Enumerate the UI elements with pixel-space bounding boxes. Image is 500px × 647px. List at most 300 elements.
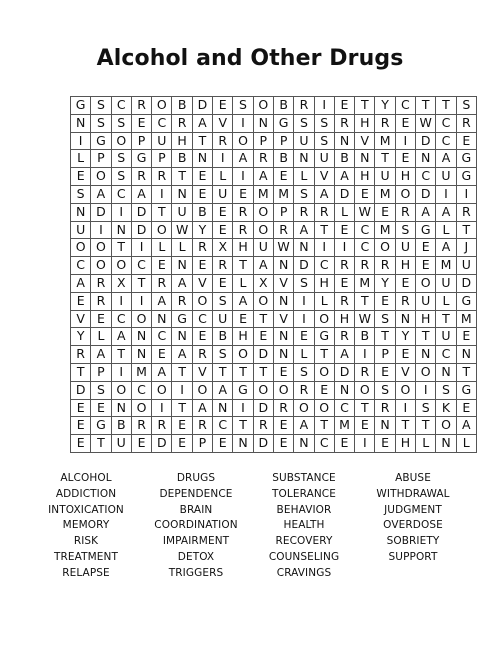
grid-cell: R [91, 274, 111, 292]
grid-cell: E [294, 328, 314, 346]
grid-cell: T [375, 150, 395, 168]
grid-cell: C [111, 310, 131, 328]
grid-cell: N [294, 239, 314, 257]
grid-cell: N [253, 114, 273, 132]
grid-cell: N [294, 435, 314, 453]
grid-cell: B [172, 150, 192, 168]
word-list-item: ALCOHOL [60, 472, 112, 484]
grid-cell: R [395, 292, 415, 310]
grid-cell: D [192, 97, 212, 115]
grid-cell: Y [375, 97, 395, 115]
grid-cell: O [131, 310, 151, 328]
grid-cell: M [355, 274, 375, 292]
grid-cell: C [71, 257, 91, 275]
grid-cell: B [111, 417, 131, 435]
grid-cell: U [436, 168, 456, 186]
grid-cell: E [213, 435, 233, 453]
grid-cell: X [253, 274, 273, 292]
grid-cell: C [152, 328, 172, 346]
grid-cell: I [71, 132, 91, 150]
grid-cell: U [416, 292, 436, 310]
grid-cell: M [456, 310, 476, 328]
grid-cell: S [375, 381, 395, 399]
grid-cell: O [111, 257, 131, 275]
grid-cell: O [273, 381, 293, 399]
grid-cell: U [253, 239, 273, 257]
grid-cell: R [375, 114, 395, 132]
grid-cell: O [253, 203, 273, 221]
word-list-column [26, 471, 146, 582]
grid-cell: R [355, 257, 375, 275]
grid-cell: U [152, 132, 172, 150]
grid-cell: R [152, 168, 172, 186]
grid-cell: O [111, 381, 131, 399]
grid-cell: T [456, 221, 476, 239]
grid-cell: A [172, 274, 192, 292]
grid-cell: G [71, 97, 91, 115]
grid-cell: O [233, 346, 253, 364]
grid-cell: P [91, 363, 111, 381]
grid-cell: O [192, 381, 212, 399]
grid-cell: T [416, 417, 436, 435]
grid-cell: N [172, 328, 192, 346]
grid-cell: A [314, 185, 334, 203]
grid-cell: E [71, 417, 91, 435]
word-list-item: SUBSTANCE [272, 472, 336, 484]
grid-cell: R [375, 399, 395, 417]
grid-cell: E [253, 328, 273, 346]
grid-cell: T [172, 168, 192, 186]
grid-cell: T [314, 221, 334, 239]
grid-cell: S [395, 221, 415, 239]
grid-cell: M [334, 417, 354, 435]
grid-cell: C [436, 346, 456, 364]
grid-cell: R [192, 346, 212, 364]
grid-cell: S [111, 168, 131, 186]
grid-cell: M [131, 363, 151, 381]
grid-cell: E [334, 221, 354, 239]
grid-row [71, 417, 477, 435]
grid-cell: I [314, 239, 334, 257]
grid-cell: G [456, 168, 476, 186]
grid-row [71, 435, 477, 453]
grid-cell: C [152, 114, 172, 132]
grid-cell: A [294, 221, 314, 239]
grid-row [71, 185, 477, 203]
word-list-item: RECOVERY [275, 535, 333, 548]
grid-row [71, 97, 477, 115]
grid-cell: I [355, 435, 375, 453]
grid-cell: H [355, 114, 375, 132]
word-list-item: WITHDRAWAL [376, 487, 450, 500]
grid-row [71, 257, 477, 275]
grid-cell: D [253, 399, 273, 417]
grid-cell: T [233, 417, 253, 435]
grid-cell: B [273, 150, 293, 168]
grid-cell: T [355, 292, 375, 310]
grid-cell: B [334, 150, 354, 168]
grid-cell: R [334, 292, 354, 310]
grid-cell: B [355, 328, 375, 346]
grid-cell: S [213, 292, 233, 310]
grid-cell: E [233, 310, 253, 328]
grid-cell: D [253, 435, 273, 453]
grid-cell: L [456, 435, 476, 453]
grid-cell: D [71, 381, 91, 399]
grid-cell: I [213, 150, 233, 168]
grid-cell: R [192, 239, 212, 257]
grid-cell: N [273, 328, 293, 346]
grid-cell: T [456, 363, 476, 381]
word-list-item: JUDGMENT [384, 503, 442, 516]
grid-cell: E [172, 435, 192, 453]
word-list-item: BEHAVIOR [276, 503, 332, 516]
grid-cell: I [233, 168, 253, 186]
grid-cell: W [273, 239, 293, 257]
grid-cell: A [131, 185, 151, 203]
grid-cell: A [111, 328, 131, 346]
grid-cell: E [71, 168, 91, 186]
grid-cell: N [355, 150, 375, 168]
grid-cell: X [213, 239, 233, 257]
grid-cell: S [91, 381, 111, 399]
grid-cell: N [71, 114, 91, 132]
grid-cell: M [436, 257, 456, 275]
grid-cell: Y [375, 274, 395, 292]
grid-cell: O [314, 363, 334, 381]
grid-cell: N [334, 132, 354, 150]
grid-cell: R [375, 257, 395, 275]
grid-cell: A [192, 114, 212, 132]
grid-cell: C [436, 132, 456, 150]
grid-cell: R [172, 292, 192, 310]
grid-cell: B [192, 203, 212, 221]
grid-cell: T [355, 97, 375, 115]
grid-cell: T [253, 310, 273, 328]
grid-cell: S [456, 97, 476, 115]
grid-cell: U [111, 435, 131, 453]
grid-cell: R [213, 257, 233, 275]
grid-cell: R [131, 97, 151, 115]
grid-cell: G [233, 381, 253, 399]
grid-cell: M [253, 185, 273, 203]
grid-cell: T [314, 417, 334, 435]
grid-cell: R [314, 203, 334, 221]
grid-cell: N [111, 399, 131, 417]
grid-row [71, 221, 477, 239]
grid-cell: X [111, 274, 131, 292]
grid-cell: O [71, 239, 91, 257]
grid-cell: D [334, 363, 354, 381]
grid-cell: C [314, 435, 334, 453]
grid-row [71, 274, 477, 292]
grid-cell: C [334, 399, 354, 417]
grid-row [71, 114, 477, 132]
grid-cell: H [172, 132, 192, 150]
grid-cell: S [416, 399, 436, 417]
grid-cell: S [91, 97, 111, 115]
grid-cell: I [436, 185, 456, 203]
word-list-item: INTOXICATION [48, 503, 124, 516]
grid-cell: T [111, 239, 131, 257]
grid-cell: P [273, 132, 293, 150]
grid-cell: O [314, 310, 334, 328]
grid-cell: I [111, 292, 131, 310]
grid-cell: S [294, 363, 314, 381]
grid-cell: H [314, 274, 334, 292]
grid-cell: P [152, 150, 172, 168]
grid-cell: T [192, 132, 212, 150]
grid-cell: I [131, 292, 151, 310]
grid-cell: D [416, 132, 436, 150]
grid-cell: P [375, 346, 395, 364]
grid-cell: E [334, 435, 354, 453]
page-title: Alcohol and Other Drugs [96, 46, 404, 71]
grid-row [71, 310, 477, 328]
grid-cell: A [152, 363, 172, 381]
grid-cell: E [395, 346, 415, 364]
grid-cell: G [416, 221, 436, 239]
grid-cell: R [233, 203, 253, 221]
grid-cell: M [375, 221, 395, 239]
word-list-item: DETOX [177, 550, 215, 563]
grid-cell: E [456, 328, 476, 346]
grid-cell: O [355, 381, 375, 399]
grid-cell: T [233, 257, 253, 275]
grid-cell: E [213, 97, 233, 115]
grid-cell: C [131, 381, 151, 399]
grid-cell: B [273, 97, 293, 115]
grid-cell: R [355, 363, 375, 381]
grid-cell: T [91, 435, 111, 453]
word-list-item: DRUGS [176, 472, 216, 484]
grid-cell: D [91, 203, 111, 221]
grid-cell: N [436, 435, 456, 453]
word-list-column [136, 471, 256, 582]
grid-row [71, 381, 477, 399]
grid-cell: H [233, 328, 253, 346]
grid-cell: R [213, 132, 233, 150]
grid-cell: H [334, 310, 354, 328]
grid-cell: L [436, 221, 456, 239]
grid-cell: V [273, 274, 293, 292]
grid-cell: I [395, 399, 415, 417]
grid-row [71, 239, 477, 257]
word-list-item: IMPAIRMENT [162, 535, 230, 548]
grid-cell: R [456, 114, 476, 132]
grid-cell: P [192, 435, 212, 453]
grid-row [71, 150, 477, 168]
grid-cell: T [436, 310, 456, 328]
grid-cell: R [131, 417, 151, 435]
grid-cell: S [314, 114, 334, 132]
grid-cell: R [294, 97, 314, 115]
grid-cell: U [456, 257, 476, 275]
grid-cell: R [253, 150, 273, 168]
grid-cell: A [213, 381, 233, 399]
grid-cell: D [253, 346, 273, 364]
grid-cell: C [131, 257, 151, 275]
grid-cell: P [131, 132, 151, 150]
grid-cell: A [294, 417, 314, 435]
grid-cell: S [436, 381, 456, 399]
grid-cell: U [213, 185, 233, 203]
grid-cell: A [91, 346, 111, 364]
grid-cell: E [355, 185, 375, 203]
grid-cell: O [152, 221, 172, 239]
grid-cell: L [233, 274, 253, 292]
grid-cell: R [456, 203, 476, 221]
grid-cell: E [152, 257, 172, 275]
grid-cell: O [395, 185, 415, 203]
grid-cell: L [213, 168, 233, 186]
grid-cell: M [375, 185, 395, 203]
grid-cell: E [416, 257, 436, 275]
grid-cell: A [334, 168, 354, 186]
grid-cell: H [233, 239, 253, 257]
grid-cell: Y [192, 221, 212, 239]
grid-cell: C [436, 114, 456, 132]
grid-cell: O [314, 399, 334, 417]
grid-cell: O [91, 168, 111, 186]
grid-cell: B [172, 97, 192, 115]
grid-cell: N [131, 346, 151, 364]
grid-cell: H [416, 310, 436, 328]
grid-cell: E [131, 114, 151, 132]
grid-cell: A [233, 292, 253, 310]
grid-cell: G [314, 328, 334, 346]
grid-cell: R [334, 114, 354, 132]
grid-cell: L [152, 239, 172, 257]
grid-cell: T [314, 346, 334, 364]
word-list-item: SUPPORT [388, 550, 438, 563]
grid-cell: E [213, 274, 233, 292]
grid-cell: C [111, 185, 131, 203]
grid-cell: C [111, 97, 131, 115]
grid-cell: A [192, 399, 212, 417]
grid-cell: A [436, 150, 456, 168]
grid-cell: E [334, 97, 354, 115]
grid-cell: N [152, 310, 172, 328]
grid-cell: E [375, 435, 395, 453]
word-list-item: OVERDOSE [383, 519, 443, 532]
grid-cell: G [273, 114, 293, 132]
grid-cell: D [294, 257, 314, 275]
grid-cell: O [253, 221, 273, 239]
grid-cell: E [273, 417, 293, 435]
word-list-item: CRAVINGS [276, 566, 332, 579]
grid-cell: U [294, 132, 314, 150]
word-list-item: RISK [73, 535, 99, 548]
word-list-item: COORDINATION [154, 519, 238, 532]
grid-cell: L [314, 292, 334, 310]
grid-cell: W [416, 114, 436, 132]
grid-cell: T [213, 363, 233, 381]
grid-cell: T [375, 328, 395, 346]
grid-cell: Y [71, 328, 91, 346]
grid-cell: E [416, 239, 436, 257]
grid-cell: D [334, 185, 354, 203]
grid-cell: I [294, 292, 314, 310]
grid-cell: O [233, 132, 253, 150]
grid-cell: I [152, 399, 172, 417]
grid-cell: O [253, 292, 273, 310]
grid-cell: V [71, 310, 91, 328]
grid-cell: E [395, 150, 415, 168]
word-list-item: HEALTH [283, 519, 325, 532]
grid-cell: U [395, 239, 415, 257]
grid-cell: S [375, 310, 395, 328]
grid-cell: E [213, 221, 233, 239]
grid-cell: E [152, 346, 172, 364]
grid-cell: T [355, 399, 375, 417]
grid-cell: E [71, 292, 91, 310]
grid-cell: U [436, 328, 456, 346]
grid-cell: G [456, 150, 476, 168]
word-list [0, 471, 500, 591]
grid-cell: O [395, 381, 415, 399]
grid-cell: T [152, 203, 172, 221]
grid-cell: I [233, 114, 253, 132]
grid-cell: I [152, 185, 172, 203]
grid-cell: E [273, 168, 293, 186]
grid-cell: B [213, 328, 233, 346]
grid-cell: T [172, 399, 192, 417]
grid-cell: E [172, 417, 192, 435]
grid-cell: N [334, 381, 354, 399]
word-list-item: ADDICTION [55, 487, 117, 500]
grid-cell: A [253, 257, 273, 275]
grid-cell: N [172, 185, 192, 203]
grid-row [71, 346, 477, 364]
grid-cell: I [294, 310, 314, 328]
grid-cell: I [172, 381, 192, 399]
grid-cell: S [294, 274, 314, 292]
grid-cell: S [91, 114, 111, 132]
grid-cell: V [192, 363, 212, 381]
grid-cell: D [131, 203, 151, 221]
grid-cell: T [172, 363, 192, 381]
grid-cell: N [456, 346, 476, 364]
grid-cell: D [131, 221, 151, 239]
grid-cell: E [314, 381, 334, 399]
grid-cell: C [355, 239, 375, 257]
grid-cell: R [152, 274, 172, 292]
grid-cell: U [172, 203, 192, 221]
grid-cell: E [213, 203, 233, 221]
grid-cell: O [416, 274, 436, 292]
grid-cell: T [416, 328, 436, 346]
grid-cell: E [375, 203, 395, 221]
grid-cell: N [416, 150, 436, 168]
grid-cell: L [416, 435, 436, 453]
grid-cell: U [314, 150, 334, 168]
grid-cell: V [355, 132, 375, 150]
grid-cell: E [192, 168, 212, 186]
grid-cell: G [172, 310, 192, 328]
grid-cell: R [91, 292, 111, 310]
grid-cell: T [233, 363, 253, 381]
grid-cell: Y [395, 328, 415, 346]
grid-cell: U [375, 168, 395, 186]
grid-cell: I [233, 399, 253, 417]
grid-cell: A [334, 346, 354, 364]
grid-cell: T [436, 97, 456, 115]
grid-cell: M [375, 132, 395, 150]
grid-cell: E [456, 132, 476, 150]
word-list-item: TOLERANCE [272, 487, 336, 500]
grid-cell: E [91, 399, 111, 417]
